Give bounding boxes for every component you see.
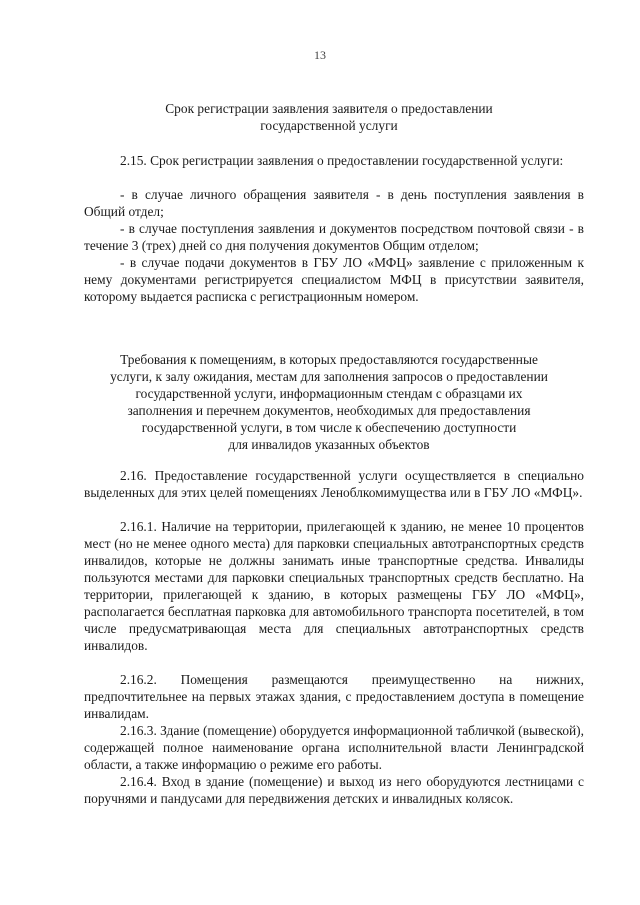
heading-line: государственной услуги, информационным стендам с образцами их [135, 386, 523, 401]
heading-line: заполнения и перечнем документов, необходимых для предоставления [127, 403, 531, 418]
heading-line: Требования к помещениям, в которых предоставляются государственные [120, 352, 538, 367]
heading-line: Срок регистрации заявления заявителя о предоставлении [165, 101, 493, 116]
page-number: 13 [314, 48, 326, 62]
paragraph-2-15: 2.15. Срок регистрации заявления о предоставлении государственной услуги: [120, 153, 564, 168]
heading-line: государственной услуги [260, 118, 398, 133]
section-heading-premises [88, 351, 570, 453]
paragraph-list-item-mail: - в случае поступления заявления и документов посредством почтовой связи - в течение 3 (трех) дней со дня получения документов Общим отделом; [84, 221, 584, 253]
paragraph-list-item-mfc: - в случае подачи документов в ГБУ ЛО «МФЦ» заявление с приложенным к нему документами регистрируется специалистом МФЦ в присутствии заявителя, которому выдается расписка с регистрационным номером. [84, 255, 584, 304]
heading-line: государственной услуги, в том числе к обеспечению доступности [141, 420, 517, 435]
paragraph-2-16-2: 2.16.2. Помещения размещаются преимущественно на нижних, предпочтительнее на первых этажах здания, с предоставлением доступа в помещение инвалидам. [84, 672, 584, 721]
paragraph-2-16-3: 2.16.3. Здание (помещение) оборудуется информационной табличкой (вывеской), содержащей полное наименование органа исполнительной власти Ленинградской области, а также информацию о режиме его работы. [84, 723, 584, 772]
section-heading-registration [88, 100, 570, 134]
paragraph-2-16-4: 2.16.4. Вход в здание (помещение) и выход из него оборудуются лестницами с поручнями и пандусами для передвижения детских и инвалидных колясок. [84, 774, 584, 806]
heading-line: для инвалидов указанных объектов [228, 437, 430, 452]
paragraph-2-16: 2.16. Предоставление государственной услуги осуществляется в специально выделенных для этих целей помещениях Леноблкомимущества или в ГБУ ЛО «МФЦ». [84, 468, 584, 500]
paragraph-list-item-personal: - в случае личного обращения заявителя - в день поступления заявления в Общий отдел; [84, 187, 584, 219]
heading-line: услуги, к залу ожидания, местам для заполнения запросов о предоставлении [110, 369, 548, 384]
paragraph-2-16-1: 2.16.1. Наличие на территории, прилегающей к зданию, не менее 10 процентов мест (но не менее одного места) для парковки специальных автотранспортных средств инвалидов, которые не должны занимать иные транспортные средства. Инвалиды пользуются местами для парковки специальных транспортных средств бесплатно. На территории, прилегающей к зданию, в которых размещены ГБУ ЛО «МФЦ», располагается бесплатная парковка для автомобильного транспорта посетителей, в том числе предусматривающая места для специальных автотранспортных средств инвалидов. [84, 519, 584, 653]
